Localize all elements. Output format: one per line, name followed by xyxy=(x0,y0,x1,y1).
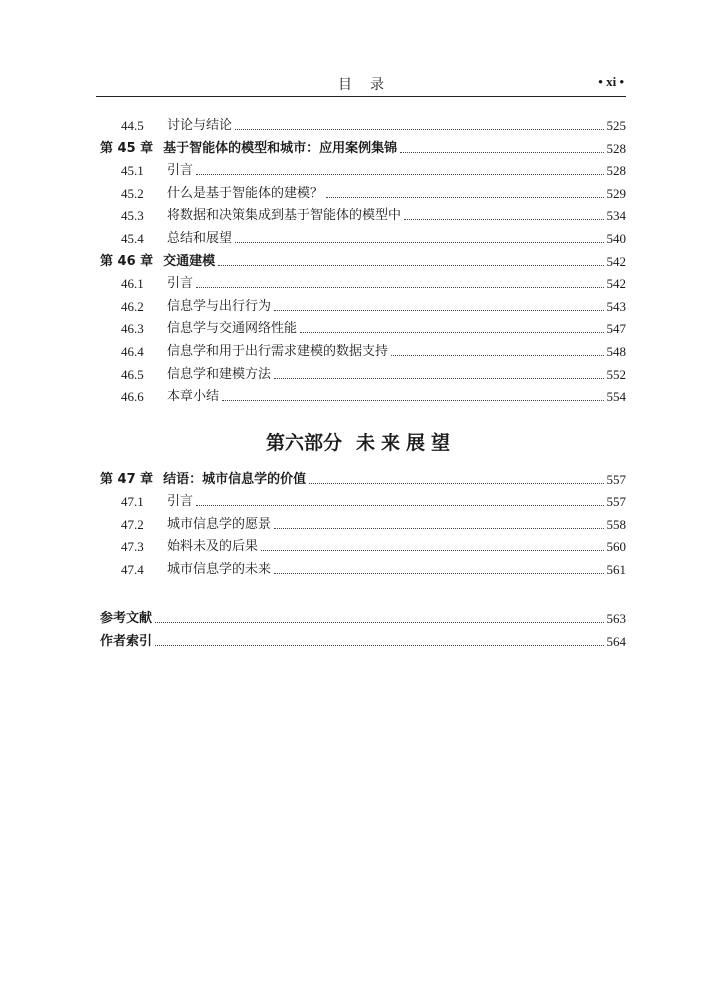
toc-entry-title: 结语：城市信息学的价值 xyxy=(163,472,307,487)
toc-section-entry[interactable] xyxy=(121,114,626,134)
toc-entry-title: 引言 xyxy=(167,494,194,510)
toc-section-entry[interactable] xyxy=(121,227,626,247)
toc-chapter-entry[interactable] xyxy=(100,250,626,270)
toc-section-entry[interactable] xyxy=(121,295,626,315)
toc-section-entry[interactable] xyxy=(121,535,626,555)
dot-leader xyxy=(274,378,603,379)
toc-entry-page: 560 xyxy=(606,539,626,555)
dot-leader xyxy=(196,174,603,175)
toc-entry-number: 47.2 xyxy=(121,516,144,532)
toc-entry-number: 46.4 xyxy=(121,344,144,359)
toc-entry-page: 558 xyxy=(606,516,626,532)
toc-entry-page: 547 xyxy=(606,321,626,337)
dot-leader xyxy=(196,505,603,506)
toc-entry-title: 信息学和建模方法 xyxy=(167,366,272,382)
dot-leader xyxy=(309,483,603,484)
toc-entry-page: 528 xyxy=(606,140,626,156)
toc-entry-title: 始料未及的后果 xyxy=(167,539,259,555)
toc-entry-number: 第 46 章 xyxy=(100,253,154,269)
toc-section-entry[interactable] xyxy=(121,513,626,533)
toc-entry-number: 47.4 xyxy=(121,561,144,577)
toc-entry-number: 44.5 xyxy=(121,118,144,133)
toc-entry-page: 548 xyxy=(606,344,626,359)
toc-entry-number: 46.3 xyxy=(121,321,144,337)
toc-entry-title: 基于智能体的模型和城市：应用案例集锦 xyxy=(163,140,398,156)
toc-entry-number: 45.1 xyxy=(121,163,144,179)
dot-leader xyxy=(274,573,603,574)
dot-leader xyxy=(274,528,603,529)
toc-entry-page: 543 xyxy=(606,298,626,314)
toc-section-entry[interactable] xyxy=(121,385,626,405)
toc-chapter-entry[interactable] xyxy=(100,137,626,157)
dot-leader xyxy=(235,242,603,243)
running-header xyxy=(96,74,626,97)
toc-entry-title: 交通建模 xyxy=(163,253,216,269)
toc-section-entry[interactable] xyxy=(121,490,626,510)
toc-entry-number: 46.1 xyxy=(121,276,144,292)
toc-section-entry[interactable] xyxy=(121,558,626,578)
toc-entry-page: 542 xyxy=(606,276,626,292)
toc-section-entry[interactable] xyxy=(121,363,626,383)
toc-entry-page: 529 xyxy=(606,185,626,201)
toc-entry-title: 信息学与出行行为 xyxy=(167,298,272,314)
toc-entry-number: 46.6 xyxy=(121,389,144,405)
toc-entry-page: 528 xyxy=(606,163,626,179)
toc-entry-title: 城市信息学的愿景 xyxy=(167,516,272,532)
dot-leader xyxy=(391,355,603,356)
toc-entry-number: 第 47 章 xyxy=(100,472,154,487)
dot-leader xyxy=(400,152,603,153)
toc-entry-number: 45.2 xyxy=(121,185,144,201)
dot-leader xyxy=(222,400,603,401)
toc-entry-title: 将数据和决策集成到基于智能体的模型中 xyxy=(167,208,402,224)
toc-entry-number: 47.3 xyxy=(121,539,144,555)
toc-entry-title: 作者索引 xyxy=(100,633,153,649)
toc-entry-title: 本章小结 xyxy=(167,389,220,405)
toc-entry-page: 564 xyxy=(606,633,626,649)
toc-entry-number: 第 45 章 xyxy=(100,140,154,156)
toc-entry-page: 534 xyxy=(606,208,626,224)
toc-backmatter-entry[interactable] xyxy=(100,607,626,627)
toc-entry-title: 参考文献 xyxy=(100,611,153,626)
dot-leader xyxy=(235,129,603,130)
toc-entry-number: 45.3 xyxy=(121,208,144,224)
dot-leader xyxy=(155,645,603,646)
toc-entry-title: 信息学和用于出行需求建模的数据支持 xyxy=(167,344,389,359)
toc-entry-title: 城市信息学的未来 xyxy=(167,561,272,577)
toc-entry-page: 563 xyxy=(606,611,626,626)
toc-entry-number: 47.1 xyxy=(121,494,144,510)
dot-leader xyxy=(218,265,603,266)
dot-leader xyxy=(404,219,603,220)
dot-leader xyxy=(300,332,603,333)
part-heading xyxy=(96,428,626,455)
dot-leader xyxy=(326,197,603,198)
toc-entry-title: 讨论与结论 xyxy=(167,118,233,133)
toc-section-entry[interactable] xyxy=(121,182,626,202)
header-page-number: • xi • xyxy=(598,74,624,89)
toc-entry-page: 557 xyxy=(606,472,626,487)
toc-section-entry[interactable] xyxy=(121,272,626,292)
toc-entry-title: 什么是基于智能体的建模？ xyxy=(167,185,324,201)
dot-leader xyxy=(155,622,603,623)
toc-chapter-entry[interactable] xyxy=(100,468,626,488)
header-title: 目录 xyxy=(338,77,402,93)
part-heading-name: 未来展望 xyxy=(356,432,457,454)
dot-leader xyxy=(261,550,603,551)
toc-section-entry[interactable] xyxy=(121,317,626,337)
toc-entry-number: 45.4 xyxy=(121,231,144,246)
toc-entry-title: 引言 xyxy=(167,163,194,179)
toc-entry-page: 542 xyxy=(606,253,626,269)
toc-section-entry[interactable] xyxy=(121,204,626,224)
toc-section-entry[interactable] xyxy=(121,340,626,360)
part-heading-prefix: 第六部分 xyxy=(265,432,342,454)
toc-entry-title: 总结和展望 xyxy=(167,231,233,246)
toc-entry-title: 信息学与交通网络性能 xyxy=(167,321,298,337)
toc-entry-page: 540 xyxy=(606,231,626,246)
toc-section-entry[interactable] xyxy=(121,159,626,179)
toc-entry-page: 554 xyxy=(606,389,626,405)
toc-entry-page: 561 xyxy=(606,561,626,577)
toc-entry-number: 46.5 xyxy=(121,366,144,382)
toc-entry-number: 46.2 xyxy=(121,298,144,314)
toc-backmatter-entry[interactable] xyxy=(100,630,626,650)
toc-entry-page: 525 xyxy=(606,118,626,133)
dot-leader xyxy=(274,310,603,311)
toc-entry-title: 引言 xyxy=(167,276,194,292)
dot-leader xyxy=(196,287,603,288)
toc-entry-page: 552 xyxy=(606,366,626,382)
toc-entry-page: 557 xyxy=(606,494,626,510)
